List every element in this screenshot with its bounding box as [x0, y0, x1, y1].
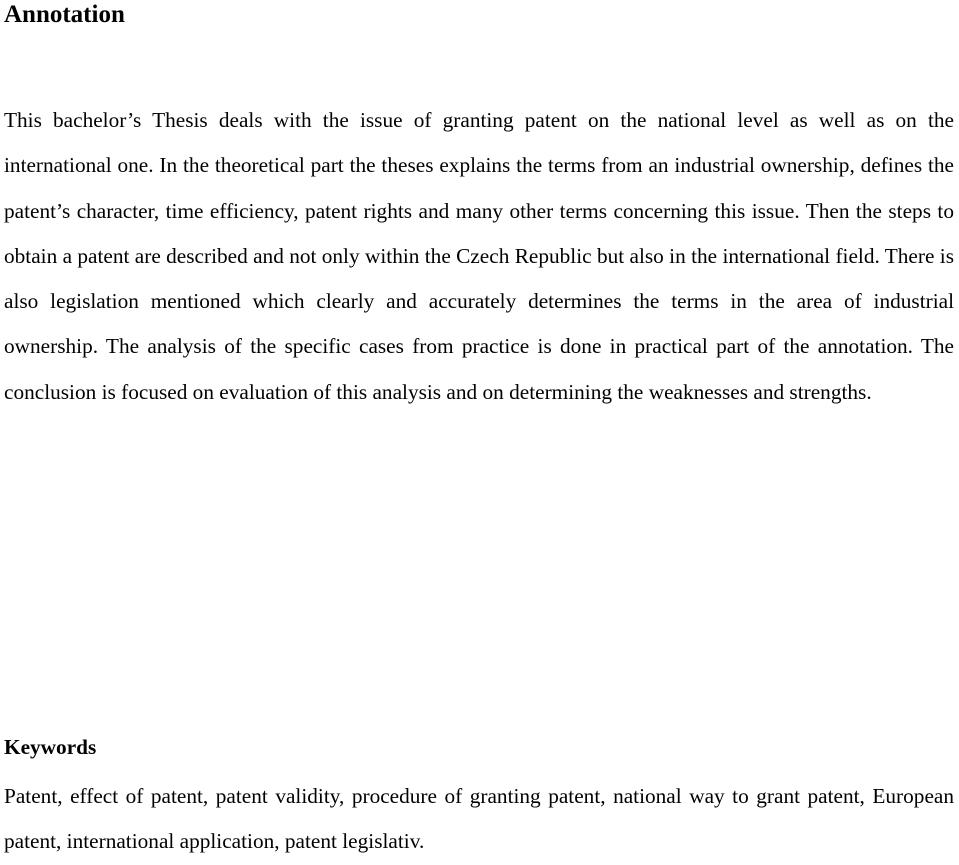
section-heading-annotation: Annotation: [4, 1, 125, 28]
section-heading-keywords: Keywords: [4, 735, 97, 759]
keywords-paragraph: Patent, effect of patent, patent validity, procedure of granting patent, national way to grant patent, European patent, international application, patent legislativ.: [4, 784, 954, 854]
abstract-paragraph: This bachelor’s Thesis deals with the issue of granting patent on the national level as well as on the international one. In the theoretical part the theses explains the terms from an industrial ownership, defines the patent’s character, time efficiency, patent rights and many other terms concerning this issue. Then the steps to obtain a patent are described and not only within the Czech Republic but also in the international field. There is also legislation mentioned which clearly and accurately determines the terms in the area of industrial ownership. The analysis of the specific cases from practice is done in practical part of the annotation. The conclusion is focused on evaluation of this analysis and on determining the weaknesses and strengths.: [4, 108, 954, 404]
